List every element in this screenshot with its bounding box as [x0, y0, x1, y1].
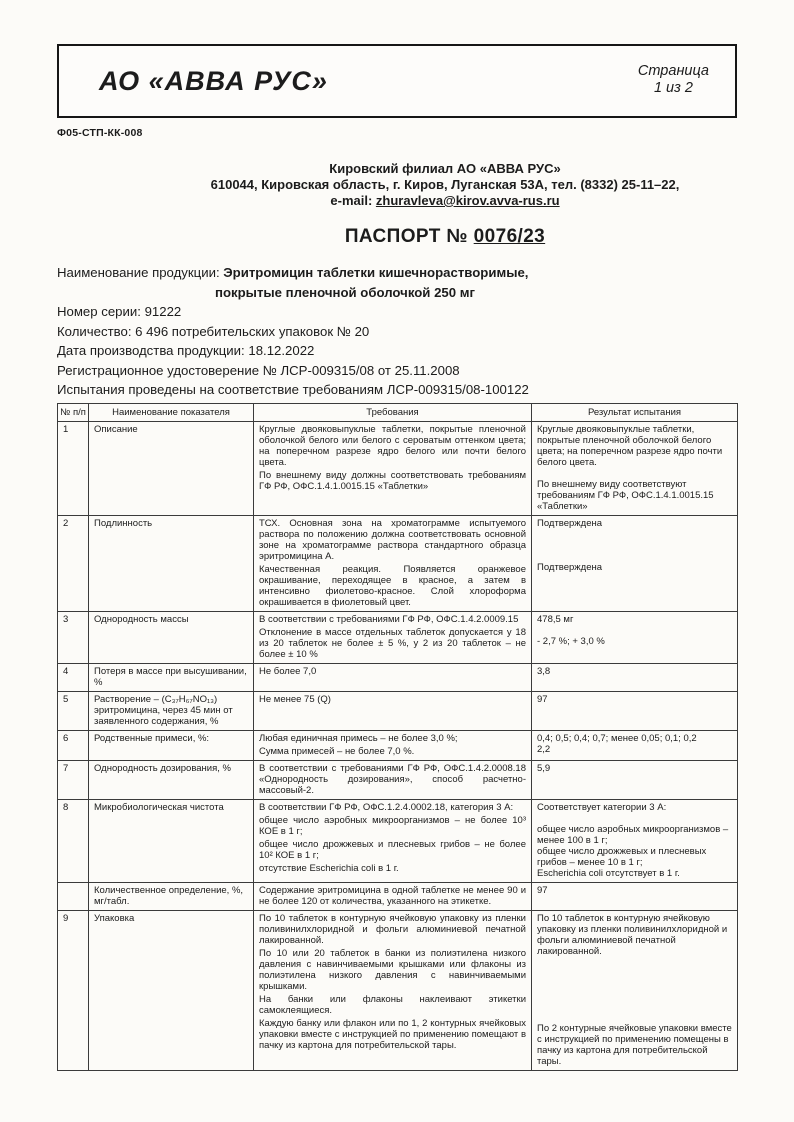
row-number: 3 [58, 611, 89, 663]
result-cell [532, 799, 738, 882]
table-row [58, 799, 738, 882]
result-text: Соответствует категории 3 А: [537, 801, 667, 813]
parameter-name: Потеря в массе при высушивании, % [89, 663, 254, 691]
requirement-text: Не более 7,0 [259, 665, 317, 677]
product-name: Эритромицин таблетки кишечнорастворимые, [223, 265, 529, 280]
product-info [57, 263, 737, 400]
contact-block [57, 161, 737, 209]
result-cell [532, 910, 738, 1070]
row-number: 4 [58, 663, 89, 691]
row-number: 2 [58, 515, 89, 611]
table-row [58, 663, 738, 691]
requirements-cell [254, 611, 532, 663]
result-text [537, 979, 732, 990]
result-text: 478,5 мг [537, 613, 574, 625]
requirement-text: отсутствие Escherichia coli в 1 г. [259, 862, 399, 874]
requirements-cell [254, 799, 532, 882]
requirement-text: общее число дрожжевых и плесневых грибов – не более 10² КОЕ в 1 г; [259, 838, 526, 861]
result-cell [532, 663, 738, 691]
result-text: По внешнему виду соответствуют требованиям ГФ РФ, ОФС.1.4.1.0015.15 «Таблетки» [537, 478, 714, 512]
branch-address: 610044, Кировская область, г. Киров, Луганская 53А, тел. (8332) 25-11–22, [210, 177, 680, 192]
tests-note: Испытания проведены на соответствие требованиям ЛСР-009315/08-100122 [57, 382, 529, 397]
result-text [537, 540, 732, 551]
parameter-name: Подлинность [89, 515, 254, 611]
specification-table [57, 403, 738, 1071]
parameter-name: Описание [89, 421, 254, 515]
result-text [537, 551, 732, 562]
parameter-name: Упаковка [89, 910, 254, 1070]
parameter-name: Количественное определение, %, мг/табл. [89, 882, 254, 910]
requirements-cell [254, 730, 532, 760]
requirements-cell [254, 910, 532, 1070]
table-row [58, 515, 738, 611]
requirement-text: В соответствии с требованиями ГФ РФ, ОФС.1.4.2.0008.18 «Однородность дозирования», способ расчетно-массовый-2. [259, 762, 526, 796]
page-indicator [638, 63, 709, 97]
parameter-name: Микробиологическая чистота [89, 799, 254, 882]
requirement-text: В соответствии с требованиями ГФ РФ, ОФС.1.4.2.0009.15 [259, 613, 519, 625]
result-text: общее число аэробных микроорганизмов – менее 100 в 1 г; [537, 823, 729, 846]
parameter-name: Родственные примеси, %: [89, 730, 254, 760]
requirement-text: Не менее 75 (Q) [259, 693, 331, 705]
product-name-label: Наименование продукции: [57, 265, 224, 280]
table-row [58, 691, 738, 730]
result-text [537, 968, 732, 979]
row-number: 1 [58, 421, 89, 515]
requirements-cell [254, 515, 532, 611]
result-text: Подтверждена [537, 517, 603, 529]
table-row [58, 611, 738, 663]
requirements-cell [254, 663, 532, 691]
requirement-text: Качественная реакция. Появляется оранжевое окрашивание, переходящее в красное, а затем в интенсивно фиолетово-красное. Слой хлороформа окрашивается в фиолетовый цвет. [259, 563, 526, 608]
row-number [58, 882, 89, 910]
col-header-result: Результат испытания [532, 403, 738, 421]
table-row [58, 910, 738, 1070]
requirement-text: На банки или флаконы наклеивают этикетки самоклеящиеся. [259, 993, 526, 1016]
passport-title-label: ПАСПОРТ № [344, 226, 474, 247]
requirement-text: Содержание эритромицина в одной таблетке не менее 90 и не более 120 от количества, указанного на этикетке. [259, 884, 526, 907]
result-text [537, 625, 732, 636]
requirement-text: общее число аэробных микроорганизмов – не более 10³ КОЕ в 1 г; [259, 814, 526, 837]
requirement-text: ТСХ. Основная зона на хроматограмме испытуемого раствора по положению должна соответствовать основной зоне на хроматограмме раствора стандартного образца эритромицина А. [259, 517, 526, 562]
result-text: 0,4; 0,5; 0,4; 0,7; менее 0,05; 0,1; 0,2 [537, 732, 697, 744]
company-name: АО «АВВА РУС» [99, 65, 328, 96]
quantity: Количество: 6 496 потребительских упаковок № 20 [57, 323, 370, 339]
parameter-name: Однородность дозирования, % [89, 760, 254, 799]
requirement-text: По внешнему виду должны соответствовать требованиям ГФ РФ, ОФС.1.4.1.0015.15 «Таблетки» [259, 469, 526, 492]
table-body [58, 421, 738, 1070]
email-line [153, 193, 737, 209]
result-cell [532, 760, 738, 799]
result-text [537, 1001, 732, 1012]
requirement-text: По 10 таблеток в контурную ячейковую упаковку из пленки поливинилхлоридной и фольги алюминиевой печатной лакированной. [259, 912, 526, 946]
page-label: Страница [637, 63, 709, 79]
requirement-text: Сумма примесей – не более 7,0 %. [259, 745, 415, 757]
result-text [537, 468, 732, 479]
table-row [58, 730, 738, 760]
series-number: Номер серии: 91222 [57, 304, 182, 319]
requirement-text: Круглые двояковыпуклые таблетки, покрытые пленочной оболочкой белого или белого с сероватым оттенком цвета; на поперечном разрезе ядро белого или почти белого цвета. [259, 423, 526, 468]
result-text: 2,2 [537, 743, 551, 755]
requirement-text: Отклонение в массе отдельных таблеток допускается у 18 из 20 таблеток не более ± 5 %, у 2 из 20 таблеток – не более ± 10 % [259, 626, 526, 660]
result-text [537, 813, 732, 824]
requirements-cell [254, 760, 532, 799]
product-name-line [57, 263, 737, 283]
result-text [537, 957, 732, 968]
requirement-text: В соответствии ГФ РФ, ОФС.1.2.4.0002.18, категория 3 А: [259, 801, 514, 813]
col-header-parameter: Наименование показателя [89, 403, 254, 421]
letterhead-box [57, 44, 737, 118]
result-cell [532, 515, 738, 611]
registration-certificate: Регистрационное удостоверение № ЛСР-009315/08 от 25.11.2008 [57, 362, 460, 378]
form-code: Ф05-СТП-КК-008 [57, 127, 143, 139]
result-text: Круглые двояковыпуклые таблетки, покрытые пленочной оболочкой белого цвета; на поперечном разрезе ядро почти белого цвета. [537, 423, 723, 468]
row-number: 7 [58, 760, 89, 799]
product-name-line2: покрытые пленочной оболочкой 250 мг [215, 284, 475, 300]
result-text: 3,8 [537, 665, 551, 677]
result-text [537, 990, 732, 1001]
result-text [537, 1012, 732, 1023]
branch-name: Кировский филиал АО «АВВА РУС» [329, 161, 561, 176]
result-cell [532, 691, 738, 730]
passport-number: 0076/23 [473, 226, 546, 247]
col-header-requirements: Требования [254, 403, 532, 421]
result-text: 97 [537, 693, 548, 705]
email-address: zhuravleva@kirov.avva-rus.ru [375, 193, 560, 208]
row-number: 6 [58, 730, 89, 760]
result-cell [532, 882, 738, 910]
result-cell [532, 421, 738, 515]
requirements-cell [254, 691, 532, 730]
result-text: Подтверждена [537, 561, 603, 573]
parameter-name: Растворение – (C₃₇H₆₇NO₁₃) эритромицина, через 45 мин от заявленного содержания, % [89, 691, 254, 730]
row-number: 8 [58, 799, 89, 882]
result-text: 5,9 [537, 762, 551, 774]
table-row [58, 882, 738, 910]
table-row [58, 421, 738, 515]
result-text: - 2,7 %; + 3,0 % [537, 635, 605, 647]
table-row [58, 760, 738, 799]
result-text: По 10 таблеток в контурную ячейковую упаковку из пленки поливинилхлоридной и фольги алюминиевой печатной лакированной. [537, 912, 728, 957]
requirements-cell [254, 421, 532, 515]
result-text: 97 [537, 884, 548, 896]
result-cell [532, 730, 738, 760]
row-number: 9 [58, 910, 89, 1070]
result-text: общее число дрожжевых и плесневых грибов – менее 10 в 1 г; [537, 845, 707, 868]
table-header-row [58, 403, 738, 421]
production-date: Дата производства продукции: 18.12.2022 [57, 343, 315, 358]
passport-title [57, 226, 737, 248]
result-cell [532, 611, 738, 663]
requirement-text: По 10 или 20 таблеток в банки из полиэтилена низкого давления с навинчиваемыми крышками или флаконы из полиэтилена низкого давления с навинчиваемыми крышками. [259, 947, 526, 992]
page-number: 1 из 2 [653, 80, 693, 96]
email-label: e-mail: [330, 193, 376, 208]
requirement-text: Каждую банку или флакон или по 1, 2 контурных ячейковых упаковки вместе с инструкцией по применению помещают в пачку из картона для потребительской тары. [259, 1017, 526, 1051]
col-header-number: № п/п [58, 403, 89, 421]
requirements-cell [254, 882, 532, 910]
row-number: 5 [58, 691, 89, 730]
parameter-name: Однородность массы [89, 611, 254, 663]
requirement-text: Любая единичная примесь – не более 3,0 %; [259, 732, 458, 744]
result-text [537, 529, 732, 540]
result-text: По 2 контурные ячейковые упаковки вместе с инструкцией по применению помещены в пачку из картона для потребительской тары. [537, 1022, 732, 1067]
result-text: Escherichia coli отсутствует в 1 г. [537, 867, 680, 879]
